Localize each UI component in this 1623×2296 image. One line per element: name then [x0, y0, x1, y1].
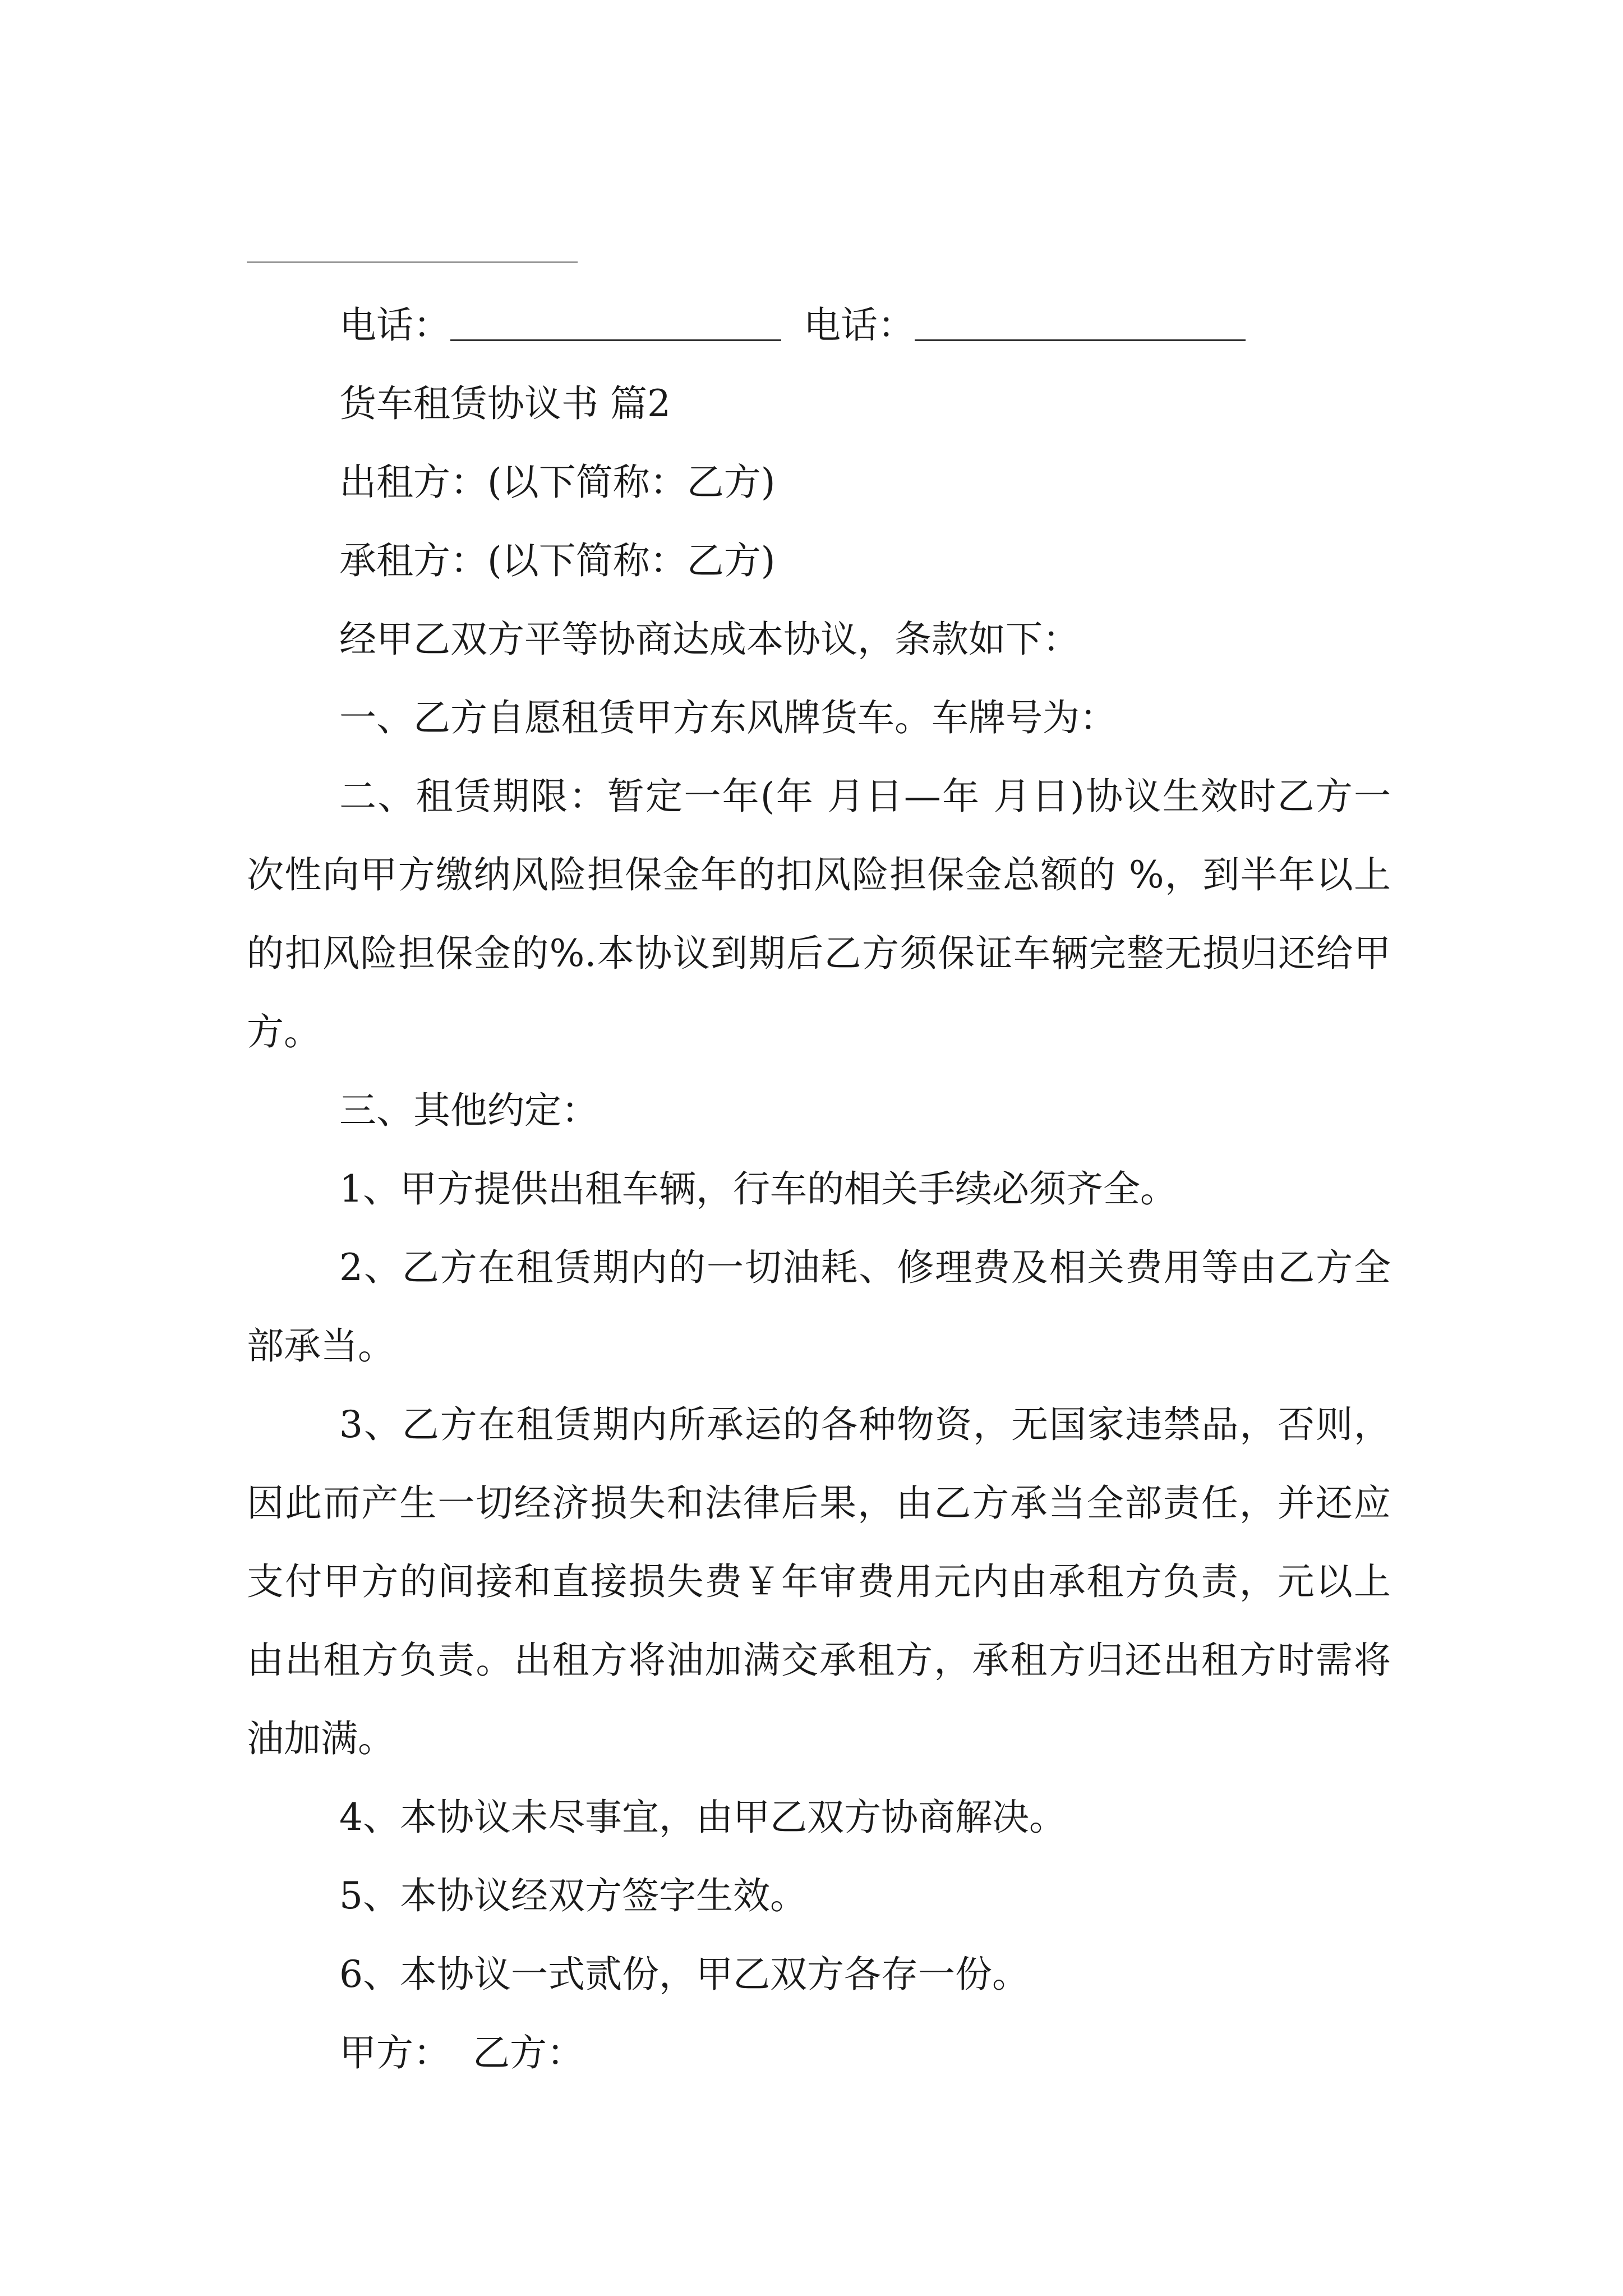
signature-line	[247, 2014, 1391, 2092]
party-b-signature: 乙方：	[473, 2031, 584, 2074]
top-divider	[247, 261, 578, 263]
section-heading: 货车租赁协议书 篇2	[339, 382, 671, 425]
other-item-4: 4、本协议未尽事宜，由甲乙双方协商解决。	[339, 1796, 1066, 1839]
phone-blank-2	[915, 339, 1246, 341]
clause-1: 一、乙方自愿租赁甲方东风牌货车。车牌号为：	[339, 696, 1117, 739]
other-item-5: 5、本协议经双方签字生效。	[339, 1874, 807, 1917]
party-a-signature: 甲方：	[339, 2031, 450, 2074]
intro-paragraph: 经甲乙双方平等协商达成本协议，条款如下：	[339, 618, 1080, 661]
clause-3: 三、其他约定：	[339, 1089, 598, 1132]
other-item-3: 3、乙方在租赁期内所承运的各种物资，无国家违禁品，否则，因此而产生一切经济损失和法律后果，由乙方承当全部责任，并还应支付甲方的间接和直接损失费￥年审费用元内由承租方负责，元以上由出租方负责。出租方将油加满交承租方，承租方归还出租方时需将油加满。	[247, 1403, 1391, 1760]
phone-label-2: 电话：	[804, 303, 915, 347]
phone-blank-1	[450, 339, 781, 341]
phone-line	[247, 286, 1391, 365]
phone-label-1: 电话：	[339, 303, 450, 347]
clause-2: 二、租赁期限：暂定一年(年 月日—年 月日)协议生效时乙方一次性向甲方缴纳风险担保金年的扣风险担保金总额的 %，到半年以上的扣风险担保金的%.本协议到期后乙方须保证车辆完整无损归还给甲方。	[247, 775, 1391, 1053]
lessor-line: 出租方：(以下简称：乙方)	[339, 461, 776, 504]
other-item-1: 1、甲方提供出租车辆，行车的相关手续必须齐全。	[339, 1167, 1177, 1211]
other-item-6: 6、本协议一式贰份，甲乙双方各存一份。	[339, 1953, 1029, 1996]
other-item-2: 2、乙方在租赁期内的一切油耗、修理费及相关费用等由乙方全部承当。	[247, 1246, 1391, 1368]
document-body	[247, 286, 1391, 2092]
lessee-line: 承租方：(以下简称：乙方)	[339, 539, 776, 582]
